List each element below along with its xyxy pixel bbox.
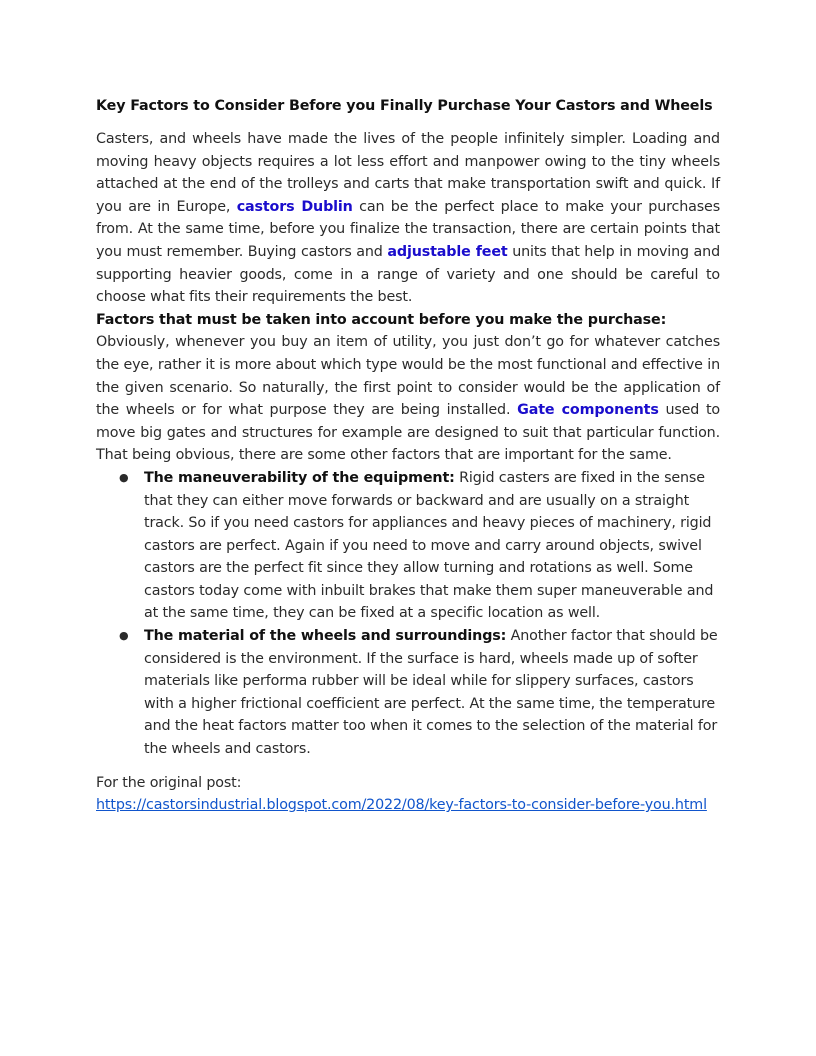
intro-text-1: Casters, and wheels have made the lives of the people infinitely simpler. Loading and moving heavy objects requires a lot less effort and manpower owing to the tiny wheels attached at the end of the trolleys and carts that make transportation swift and quick. If you are in Europe, (96, 131, 720, 215)
list-item (96, 625, 720, 761)
intro-text-3: units that help in moving and supporting heavier goods, come in a range of variety and one should be careful to choose what fits their requirements the best. (96, 243, 720, 306)
gate-components-link[interactable]: Gate components (517, 402, 659, 419)
bullet-heading: The maneuverability of the equipment: (144, 469, 455, 486)
document-title: Key Factors to Consider Before you Finally Purchase Your Castors and Wheels (96, 98, 713, 114)
bullet-icon: ● (119, 629, 129, 643)
bullet-icon: ● (119, 470, 129, 484)
bullet-text: Rigid casters are fixed in the sense that they can either move forwards or backward and are usually on a straight track. So if you need castors for appliances and heavy pieces of machinery, rigid castors are perfect. Again if you need to move and carry around objects, swivel castors are the perfect fit since they allow turning and rotations as well. Some castors today come with inbuilt brakes that make them super maneuverable and at the same time, they can be fixed at a specific location as well. (144, 469, 714, 622)
bullet-heading: The material of the wheels and surroundings: (144, 628, 507, 645)
original-post-label: For the original post: (96, 774, 242, 791)
castors-dublin-link[interactable]: castors Dublin (236, 198, 353, 215)
intro-paragraph (96, 128, 720, 309)
factor-list (96, 467, 720, 761)
document-page (96, 96, 720, 817)
factors-subheading: Factors that must be taken into account before you make the purchase: (96, 311, 667, 328)
list-item (96, 467, 720, 625)
body-paragraph (96, 331, 720, 467)
adjustable-feet-link[interactable]: adjustable feet (387, 243, 508, 260)
original-post-block (96, 772, 720, 817)
original-post-link[interactable]: https://castorsindustrial.blogspot.com/2022/08/key-factors-to-consider-before-you.html (96, 797, 707, 814)
intro-text-2: can be the perfect place to make your purchases from. At the same time, before you finalize the transaction, there are certain points that you must remember. Buying castors and (96, 198, 720, 260)
body-text-1: Obviously, whenever you buy an item of utility, you just don’t go for whatever catches the eye, rather it is more about which type would be the most functional and effective in the given scenario. So naturally, the first point to consider would be the application of the wheels or for what purpose they are being installed. (96, 334, 720, 419)
body-text-2: used to move big gates and structures for example are designed to suit that particular function. That being obvious, there are some other factors that are important for the same. (96, 402, 721, 464)
bullet-text: Another factor that should be considered is the environment. If the surface is hard, wheels made up of softer materials like performa rubber will be ideal while for slippery surfaces, castors with a higher frictional coefficient are perfect. At the same time, the temperature and the heat factors matter too when it comes to the selection of the material for the wheels and castors. (144, 628, 718, 758)
